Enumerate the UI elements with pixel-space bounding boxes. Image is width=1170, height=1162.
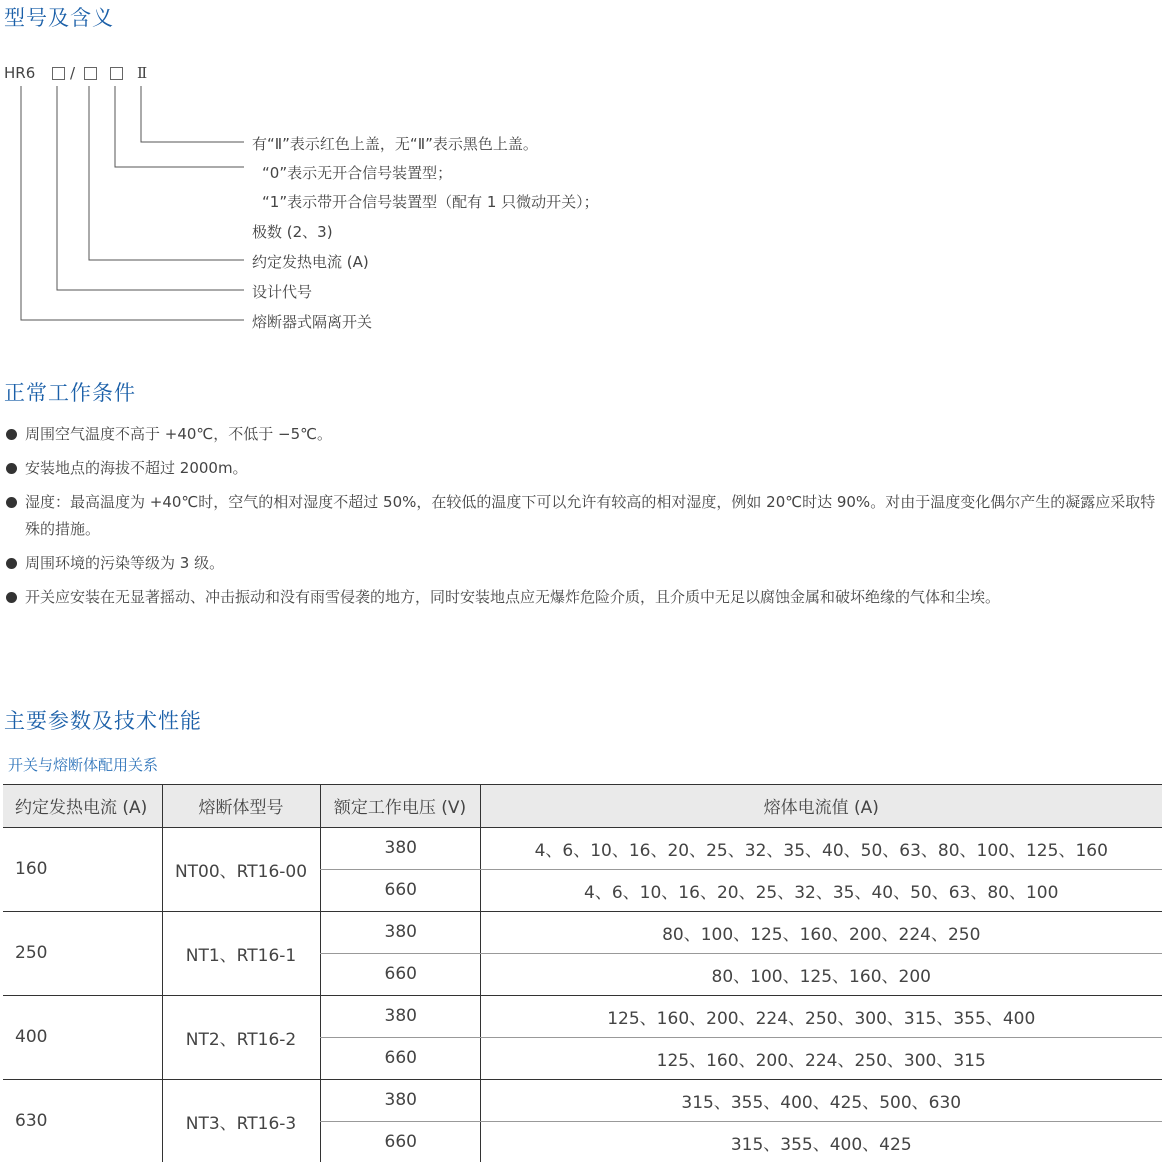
legend-switch-type: 熔断器式隔离开关 xyxy=(252,313,373,331)
leader-line xyxy=(57,86,244,290)
cell-values: 80、100、125、160、200、224、250 xyxy=(480,911,1162,953)
cell-voltage: 380 xyxy=(320,995,480,1037)
bullet-icon xyxy=(6,558,17,569)
condition-item xyxy=(6,421,1166,448)
cell-model: NT1、RT16-1 xyxy=(162,911,320,995)
fuse-matching-table xyxy=(3,785,1162,1162)
cell-values: 4、6、10、16、20、25、32、35、40、50、63、80、100、125、160 xyxy=(480,827,1162,869)
condition-item xyxy=(6,455,1166,482)
header-rated-current: 约定发热电流 (A) xyxy=(3,785,162,827)
leader-line xyxy=(141,86,244,142)
roman-two: Ⅱ xyxy=(137,64,148,82)
legend-poles: 极数 (2、3) xyxy=(252,223,333,241)
condition-text: 开关应安装在无显著摇动、冲击振动和没有雨雪侵袭的地方，同时安装地点应无爆炸危险介质，且介质中无足以腐蚀金属和破坏绝缘的气体和尘埃。 xyxy=(25,588,1001,606)
fuse-matching-subtitle: 开关与熔断体配用关系 xyxy=(8,756,159,774)
condition-item xyxy=(6,550,1166,577)
condition-text: 湿度：最高温度为 +40℃时，空气的相对湿度不超过 50%，在较低的温度下可以允许有较高的相对湿度，例如 20℃时达 90%。对由于温度变化偶尔产生的凝露应采取特殊的措施。 xyxy=(25,493,1156,538)
cell-voltage: 660 xyxy=(320,869,480,911)
condition-text: 周围环境的污染等级为 3 级。 xyxy=(25,554,225,572)
parameters-title: 主要参数及技术性能 xyxy=(4,709,202,733)
bullet-icon xyxy=(6,592,17,603)
cell-voltage: 660 xyxy=(320,1121,480,1162)
condition-item xyxy=(6,584,1166,611)
cell-current: 630 xyxy=(3,1079,162,1162)
cell-current: 160 xyxy=(3,827,162,911)
cell-values: 4、6、10、16、20、25、32、35、40、50、63、80、100 xyxy=(480,869,1162,911)
cell-values: 125、160、200、224、250、300、315 xyxy=(480,1037,1162,1079)
model-prefix: HR6 xyxy=(4,64,36,82)
table-row xyxy=(3,995,1162,1037)
condition-item xyxy=(6,489,1166,543)
legend-no-signal: “0”表示无开合信号装置型； xyxy=(262,164,453,182)
cell-values: 80、100、125、160、200 xyxy=(480,953,1162,995)
model-meaning-title: 型号及含义 xyxy=(4,6,114,30)
cell-voltage: 380 xyxy=(320,827,480,869)
bullet-icon xyxy=(6,429,17,440)
condition-text: 安装地点的海拔不超过 2000m。 xyxy=(25,459,248,477)
cell-model: NT3、RT16-3 xyxy=(162,1079,320,1162)
legend-rated-current: 约定发热电流 (A) xyxy=(252,253,369,271)
bullet-icon xyxy=(6,497,17,508)
table-row xyxy=(3,1079,1162,1121)
table-row xyxy=(3,911,1162,953)
cell-model: NT00、RT16-00 xyxy=(162,827,320,911)
leader-line xyxy=(21,86,244,320)
condition-text: 周围空气温度不高于 +40℃，不低于 −5℃。 xyxy=(25,425,332,443)
cell-voltage: 660 xyxy=(320,1037,480,1079)
header-voltage: 额定工作电压 (V) xyxy=(320,785,480,827)
cell-current: 250 xyxy=(3,911,162,995)
cell-voltage: 380 xyxy=(320,911,480,953)
cell-voltage: 660 xyxy=(320,953,480,995)
cell-values: 315、355、400、425 xyxy=(480,1121,1162,1162)
model-diagram-lines xyxy=(0,0,260,330)
legend-with-signal: “1”表示带开合信号装置型（配有 1 只微动开关）； xyxy=(262,193,599,211)
table-header-row xyxy=(3,785,1162,827)
leader-line xyxy=(89,86,244,260)
working-conditions-title: 正常工作条件 xyxy=(4,381,136,405)
cell-model: NT2、RT16-2 xyxy=(162,995,320,1079)
cell-values: 315、355、400、425、500、630 xyxy=(480,1079,1162,1121)
table-row xyxy=(3,827,1162,869)
leader-line xyxy=(115,86,244,167)
legend-design-code: 设计代号 xyxy=(252,283,313,301)
bullet-icon xyxy=(6,463,17,474)
model-slash: / xyxy=(70,64,76,82)
header-fuse-current: 熔体电流值 (A) xyxy=(480,785,1162,827)
cell-current: 400 xyxy=(3,995,162,1079)
header-fuse-model: 熔断体型号 xyxy=(162,785,320,827)
legend-color-cover: 有“Ⅱ”表示红色上盖，无“Ⅱ”表示黑色上盖。 xyxy=(252,135,538,153)
cell-values: 125、160、200、224、250、300、315、355、400 xyxy=(480,995,1162,1037)
cell-voltage: 380 xyxy=(320,1079,480,1121)
